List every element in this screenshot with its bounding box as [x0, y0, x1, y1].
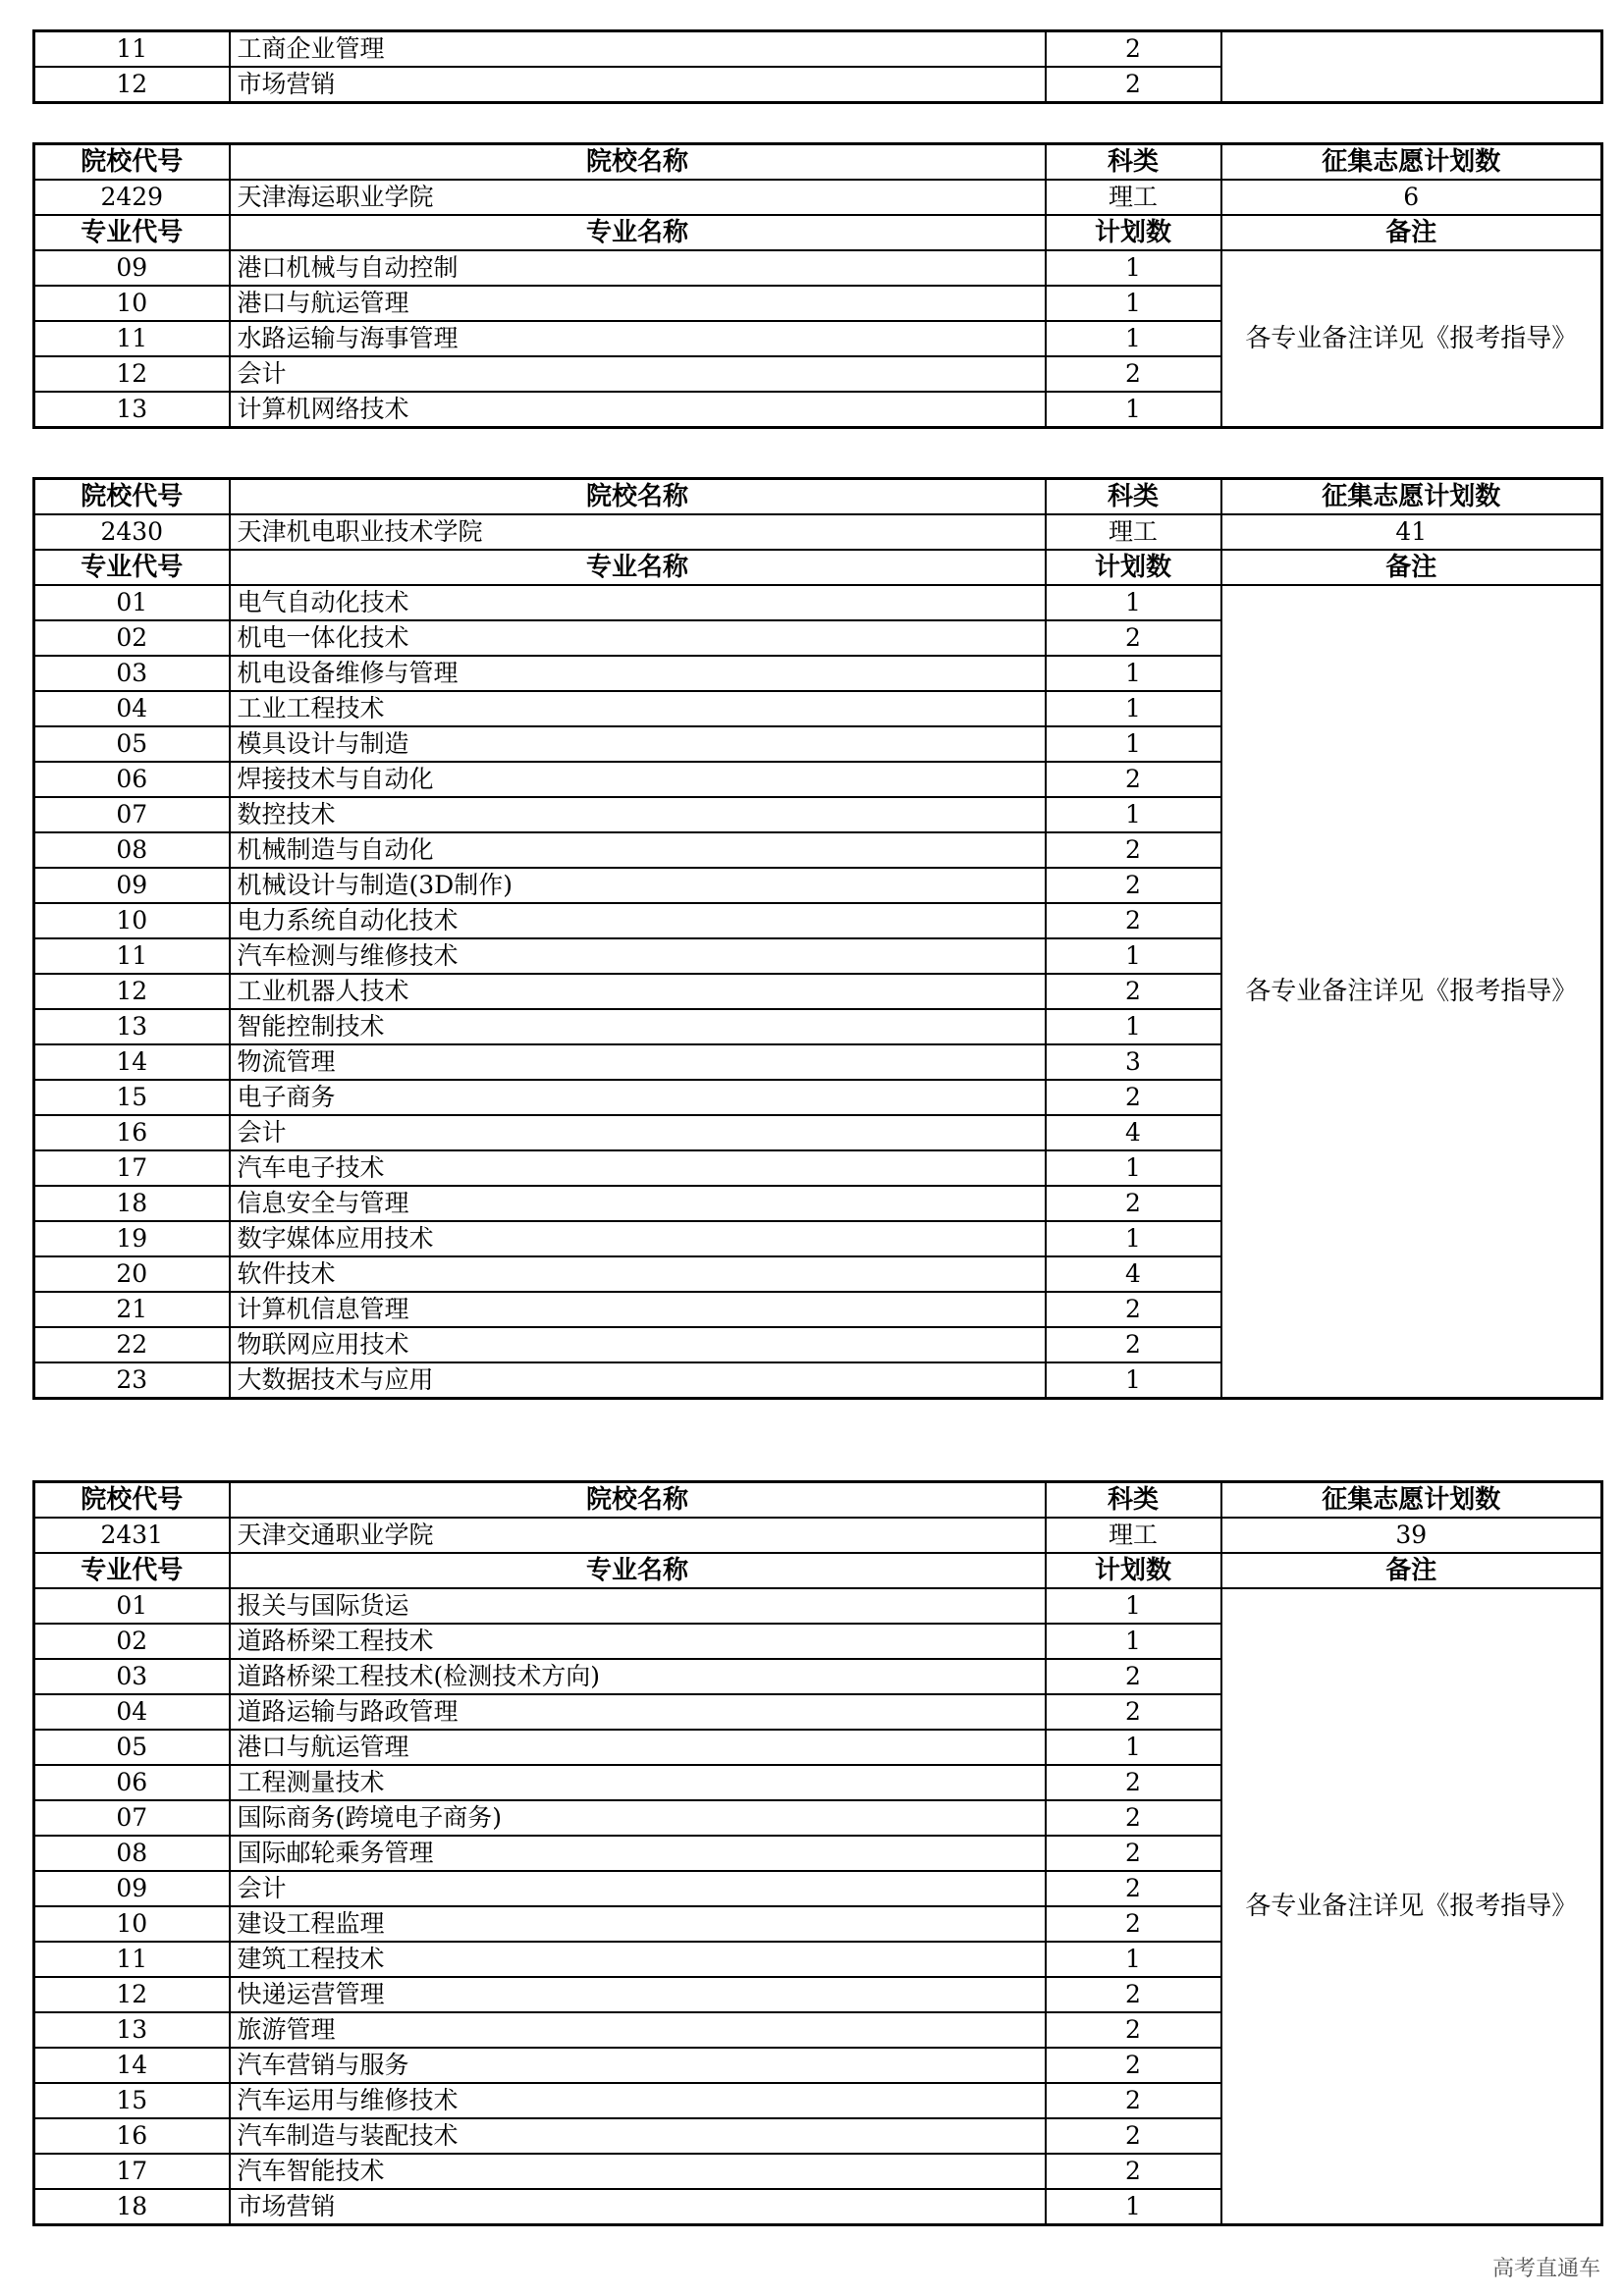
plan-count-cell: 2: [1046, 832, 1221, 868]
major-name-cell: 汽车智能技术: [230, 2154, 1046, 2189]
major-code-cell: 09: [34, 868, 230, 903]
major-code-cell: 03: [34, 1659, 230, 1694]
major-code-header: 专业代号: [34, 1553, 230, 1588]
plan-count-cell: 2: [1046, 1659, 1221, 1694]
major-code-cell: 11: [34, 31, 230, 68]
plan-count-cell: 2: [1046, 1800, 1221, 1836]
table-row: [34, 1588, 1602, 1624]
major-name-cell: 报关与国际货运: [230, 1588, 1046, 1624]
school-info-row: [34, 1518, 1602, 1553]
school-code: 2431: [34, 1518, 230, 1553]
remark-header: 备注: [1221, 550, 1602, 585]
quota-header: 征集志愿计划数: [1221, 1482, 1602, 1519]
school-block-2431: [32, 1480, 1600, 2226]
major-code-cell: 13: [34, 1009, 230, 1044]
major-code-cell: 16: [34, 2118, 230, 2154]
plan-count-cell: 2: [1046, 620, 1221, 656]
major-name-cell: 汽车运用与维修技术: [230, 2083, 1046, 2118]
major-name-header: 专业名称: [230, 1553, 1046, 1588]
school-code-header: 院校代号: [34, 479, 230, 515]
major-name-cell: 工业机器人技术: [230, 974, 1046, 1009]
school-code: 2429: [34, 180, 230, 215]
major-name-cell: 物流管理: [230, 1044, 1046, 1080]
major-header-row: [34, 215, 1602, 250]
major-name-cell: 机械制造与自动化: [230, 832, 1046, 868]
major-code-cell: 23: [34, 1362, 230, 1399]
major-name-cell: 市场营销: [230, 2189, 1046, 2225]
major-code-cell: 13: [34, 392, 230, 428]
major-code-cell: 03: [34, 656, 230, 691]
table-row: [34, 250, 1602, 286]
major-header-row: [34, 550, 1602, 585]
plan-header: 计划数: [1046, 550, 1221, 585]
major-code-cell: 05: [34, 1730, 230, 1765]
major-code-cell: 12: [34, 67, 230, 103]
major-name-cell: 工商企业管理: [230, 31, 1046, 68]
major-code-cell: 11: [34, 1942, 230, 1977]
major-name-cell: 机电一体化技术: [230, 620, 1046, 656]
plan-count-cell: 1: [1046, 392, 1221, 428]
major-name-cell: 国际商务(跨境电子商务): [230, 1800, 1046, 1836]
major-name-cell: 水路运输与海事管理: [230, 321, 1046, 356]
major-code-cell: 05: [34, 726, 230, 762]
major-name-cell: 道路桥梁工程技术: [230, 1624, 1046, 1659]
school-category: 理工: [1046, 1518, 1221, 1553]
remark-cell: [1221, 31, 1602, 103]
plan-count-cell: 2: [1046, 1694, 1221, 1730]
school-table: [32, 142, 1603, 429]
table-row: [34, 31, 1602, 68]
plan-count-cell: 2: [1046, 2118, 1221, 2154]
major-name-header: 专业名称: [230, 215, 1046, 250]
major-name-cell: 国际邮轮乘务管理: [230, 1836, 1046, 1871]
plan-count-cell: 1: [1046, 321, 1221, 356]
major-name-cell: 模具设计与制造: [230, 726, 1046, 762]
major-code-cell: 02: [34, 1624, 230, 1659]
major-code-cell: 10: [34, 1906, 230, 1942]
school-block-2429: [32, 142, 1600, 429]
major-name-cell: 港口与航运管理: [230, 1730, 1046, 1765]
plan-count-cell: 1: [1046, 1221, 1221, 1256]
school-header-row: [34, 1482, 1602, 1519]
school-quota: 6: [1221, 180, 1602, 215]
remark-header: 备注: [1221, 215, 1602, 250]
watermark: 高考直通车: [1491, 2257, 1600, 2281]
plan-count-cell: 2: [1046, 1186, 1221, 1221]
major-code-cell: 04: [34, 1694, 230, 1730]
major-code-header: 专业代号: [34, 550, 230, 585]
plan-count-cell: 2: [1046, 2048, 1221, 2083]
major-name-cell: 数字媒体应用技术: [230, 1221, 1046, 1256]
major-name-cell: 大数据技术与应用: [230, 1362, 1046, 1399]
major-code-cell: 14: [34, 2048, 230, 2083]
major-code-cell: 19: [34, 1221, 230, 1256]
school-category: 理工: [1046, 180, 1221, 215]
major-name-cell: 会计: [230, 1115, 1046, 1150]
plan-count-cell: 1: [1046, 938, 1221, 974]
school-code: 2430: [34, 514, 230, 550]
school-header-row: [34, 144, 1602, 181]
remark-header: 备注: [1221, 1553, 1602, 1588]
plan-count-cell: 2: [1046, 1836, 1221, 1871]
remark-cell: 各专业备注详见《报考指导》: [1221, 585, 1602, 1399]
school-code-header: 院校代号: [34, 1482, 230, 1519]
major-name-cell: 工业工程技术: [230, 691, 1046, 726]
table-row: [34, 585, 1602, 620]
major-code-cell: 10: [34, 903, 230, 938]
major-code-cell: 04: [34, 691, 230, 726]
school-name: 天津机电职业技术学院: [230, 514, 1046, 550]
major-code-cell: 09: [34, 250, 230, 286]
school-table: [32, 477, 1603, 1400]
plan-count-cell: 2: [1046, 2154, 1221, 2189]
major-name-header: 专业名称: [230, 550, 1046, 585]
category-header: 科类: [1046, 144, 1221, 181]
plan-count-cell: 2: [1046, 31, 1221, 68]
plan-count-cell: 2: [1046, 1906, 1221, 1942]
major-code-cell: 06: [34, 1765, 230, 1800]
plan-count-cell: 2: [1046, 67, 1221, 103]
plan-count-cell: 1: [1046, 1150, 1221, 1186]
major-name-cell: 汽车检测与维修技术: [230, 938, 1046, 974]
school-quota: 41: [1221, 514, 1602, 550]
major-code-cell: 12: [34, 1977, 230, 2012]
plan-count-cell: 1: [1046, 1362, 1221, 1399]
major-name-cell: 建设工程监理: [230, 1906, 1046, 1942]
major-name-cell: 物联网应用技术: [230, 1327, 1046, 1362]
school-info-row: [34, 514, 1602, 550]
major-code-cell: 07: [34, 797, 230, 832]
plan-count-cell: 2: [1046, 1080, 1221, 1115]
plan-count-cell: 2: [1046, 868, 1221, 903]
major-code-cell: 18: [34, 1186, 230, 1221]
plan-count-cell: 2: [1046, 2083, 1221, 2118]
major-code-cell: 07: [34, 1800, 230, 1836]
major-code-cell: 13: [34, 2012, 230, 2048]
major-code-cell: 17: [34, 2154, 230, 2189]
school-category: 理工: [1046, 514, 1221, 550]
plan-count-cell: 2: [1046, 1292, 1221, 1327]
school-table: [32, 1480, 1603, 2226]
school-header-row: [34, 479, 1602, 515]
major-name-cell: 港口机械与自动控制: [230, 250, 1046, 286]
major-name-cell: 工程测量技术: [230, 1765, 1046, 1800]
plan-count-cell: 2: [1046, 2012, 1221, 2048]
major-code-cell: 14: [34, 1044, 230, 1080]
major-name-cell: 道路运输与路政管理: [230, 1694, 1046, 1730]
major-code-cell: 08: [34, 832, 230, 868]
plan-count-cell: 1: [1046, 2189, 1221, 2225]
major-code-cell: 20: [34, 1256, 230, 1292]
major-code-cell: 10: [34, 286, 230, 321]
plan-header: 计划数: [1046, 1553, 1221, 1588]
major-name-cell: 电子商务: [230, 1080, 1046, 1115]
major-code-cell: 11: [34, 321, 230, 356]
major-name-cell: 电气自动化技术: [230, 585, 1046, 620]
major-name-cell: 港口与航运管理: [230, 286, 1046, 321]
major-name-cell: 信息安全与管理: [230, 1186, 1046, 1221]
major-code-cell: 12: [34, 356, 230, 392]
major-code-cell: 16: [34, 1115, 230, 1150]
remark-cell: 各专业备注详见《报考指导》: [1221, 250, 1602, 428]
major-code-cell: 09: [34, 1871, 230, 1906]
quota-header: 征集志愿计划数: [1221, 479, 1602, 515]
major-code-header: 专业代号: [34, 215, 230, 250]
major-code-cell: 15: [34, 2083, 230, 2118]
major-code-cell: 08: [34, 1836, 230, 1871]
major-name-cell: 智能控制技术: [230, 1009, 1046, 1044]
category-header: 科类: [1046, 479, 1221, 515]
major-code-cell: 18: [34, 2189, 230, 2225]
major-code-cell: 01: [34, 585, 230, 620]
major-code-cell: 02: [34, 620, 230, 656]
major-name-cell: 市场营销: [230, 67, 1046, 103]
major-name-cell: 焊接技术与自动化: [230, 762, 1046, 797]
plan-count-cell: 1: [1046, 1588, 1221, 1624]
major-code-cell: 17: [34, 1150, 230, 1186]
major-name-cell: 会计: [230, 356, 1046, 392]
school-name-header: 院校名称: [230, 1482, 1046, 1519]
plan-count-cell: 4: [1046, 1256, 1221, 1292]
plan-count-cell: 2: [1046, 1977, 1221, 2012]
plan-count-cell: 1: [1046, 1730, 1221, 1765]
plan-count-cell: 1: [1046, 691, 1221, 726]
plan-count-cell: 2: [1046, 1327, 1221, 1362]
plan-header: 计划数: [1046, 215, 1221, 250]
plan-count-cell: 1: [1046, 1942, 1221, 1977]
major-name-cell: 汽车制造与装配技术: [230, 2118, 1046, 2154]
plan-count-cell: 2: [1046, 1765, 1221, 1800]
plan-count-cell: 1: [1046, 1009, 1221, 1044]
plan-count-cell: 1: [1046, 656, 1221, 691]
major-code-cell: 06: [34, 762, 230, 797]
plan-count-cell: 4: [1046, 1115, 1221, 1150]
quota-header: 征集志愿计划数: [1221, 144, 1602, 181]
major-name-cell: 数控技术: [230, 797, 1046, 832]
plan-count-cell: 1: [1046, 585, 1221, 620]
major-name-cell: 建筑工程技术: [230, 1942, 1046, 1977]
major-name-cell: 快递运营管理: [230, 1977, 1046, 2012]
school-block-2430: [32, 477, 1600, 1400]
plan-count-cell: 3: [1046, 1044, 1221, 1080]
major-header-row: [34, 1553, 1602, 1588]
major-code-cell: 15: [34, 1080, 230, 1115]
major-name-cell: 计算机网络技术: [230, 392, 1046, 428]
plan-count-cell: 1: [1046, 250, 1221, 286]
school-code-header: 院校代号: [34, 144, 230, 181]
plan-count-cell: 1: [1046, 797, 1221, 832]
plan-count-cell: 1: [1046, 726, 1221, 762]
school-quota: 39: [1221, 1518, 1602, 1553]
major-code-cell: 22: [34, 1327, 230, 1362]
major-code-cell: 12: [34, 974, 230, 1009]
school-name: 天津交通职业学院: [230, 1518, 1046, 1553]
major-code-cell: 01: [34, 1588, 230, 1624]
remark-cell: 各专业备注详见《报考指导》: [1221, 1588, 1602, 2225]
major-name-cell: 汽车营销与服务: [230, 2048, 1046, 2083]
school-name: 天津海运职业学院: [230, 180, 1046, 215]
plan-count-cell: 2: [1046, 974, 1221, 1009]
major-name-cell: 机电设备维修与管理: [230, 656, 1046, 691]
school-name-header: 院校名称: [230, 144, 1046, 181]
school-info-row: [34, 180, 1602, 215]
plan-count-cell: 1: [1046, 1624, 1221, 1659]
major-name-cell: 汽车电子技术: [230, 1150, 1046, 1186]
major-name-cell: 计算机信息管理: [230, 1292, 1046, 1327]
continuation-table: [32, 29, 1603, 104]
continuation-block: [32, 29, 1600, 104]
plan-count-cell: 2: [1046, 356, 1221, 392]
major-name-cell: 机械设计与制造(3D制作): [230, 868, 1046, 903]
category-header: 科类: [1046, 1482, 1221, 1519]
plan-count-cell: 1: [1046, 286, 1221, 321]
major-name-cell: 电力系统自动化技术: [230, 903, 1046, 938]
major-code-cell: 21: [34, 1292, 230, 1327]
plan-count-cell: 2: [1046, 762, 1221, 797]
major-name-cell: 旅游管理: [230, 2012, 1046, 2048]
school-name-header: 院校名称: [230, 479, 1046, 515]
major-name-cell: 道路桥梁工程技术(检测技术方向): [230, 1659, 1046, 1694]
major-name-cell: 软件技术: [230, 1256, 1046, 1292]
plan-count-cell: 2: [1046, 903, 1221, 938]
major-code-cell: 11: [34, 938, 230, 974]
plan-count-cell: 2: [1046, 1871, 1221, 1906]
major-name-cell: 会计: [230, 1871, 1046, 1906]
